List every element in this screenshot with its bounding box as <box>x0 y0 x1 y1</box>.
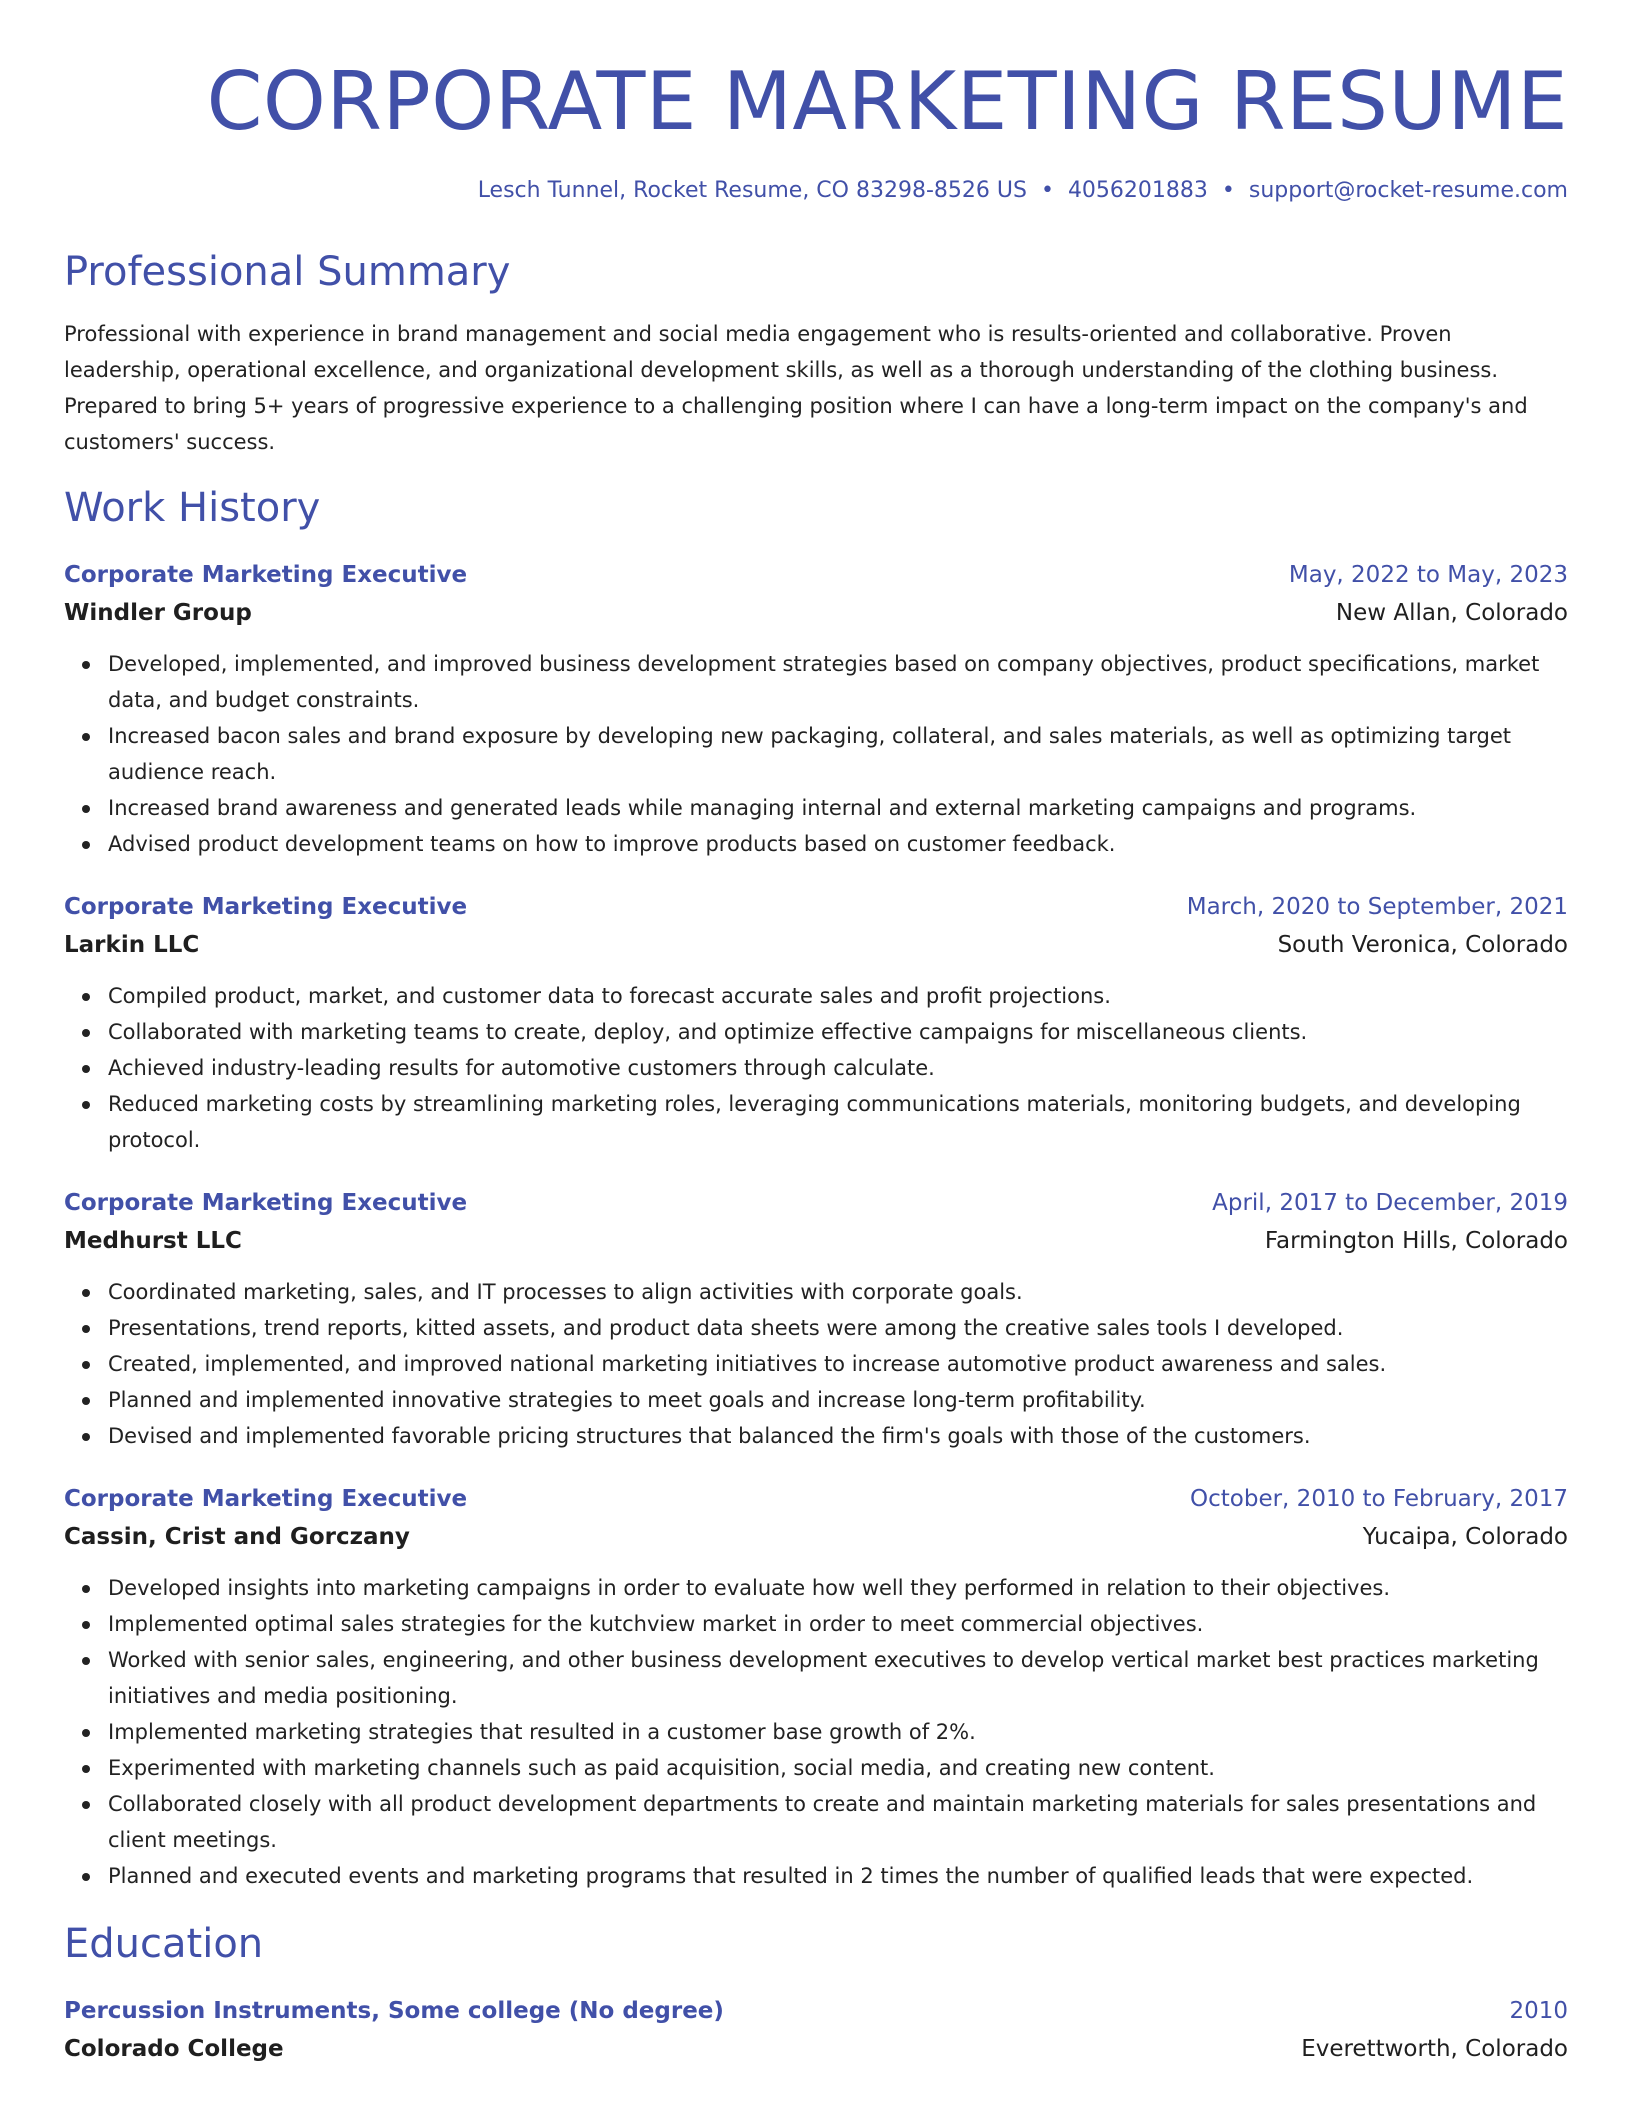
contact-separator: • <box>1040 178 1054 203</box>
job-bullets <box>64 1274 1568 1454</box>
job-header-row <box>64 556 1568 594</box>
job-entry <box>64 1480 1568 1894</box>
job-bullet: Devised and implemented favorable pricing structures that balanced the firm's goals with those of the customers. <box>108 1418 1568 1454</box>
contact-phone: 4056201883 <box>1067 178 1208 203</box>
job-bullet: Presentations, trend reports, kitted assets, and product data sheets were among the creative sales tools I developed. <box>108 1310 1568 1346</box>
job-company: Medhurst LLC <box>64 1228 242 1254</box>
job-location: South Veronica, Colorado <box>1277 932 1568 958</box>
job-bullet: Increased bacon sales and brand exposure by developing new packaging, collateral, and sales materials, as well as optimizing target audience reach. <box>108 718 1568 790</box>
summary-heading: Professional Summary <box>64 249 511 295</box>
job-company: Larkin LLC <box>64 932 200 958</box>
job-company-row <box>64 1222 1568 1260</box>
job-location: Farmington Hills, Colorado <box>1264 1228 1568 1254</box>
job-title: Corporate Marketing Executive <box>64 894 468 920</box>
job-bullet: Developed insights into marketing campaigns in order to evaluate how well they performed in relation to their objectives. <box>108 1570 1568 1606</box>
job-bullet: Increased brand awareness and generated leads while managing internal and external marketing campaigns and programs. <box>108 790 1568 826</box>
contact-line <box>64 176 1568 206</box>
job-location: Yucaipa, Colorado <box>1362 1524 1568 1550</box>
job-header-row <box>64 1184 1568 1222</box>
job-bullets <box>64 1570 1568 1894</box>
resume-title: CORPORATE MARKETING RESUME <box>206 55 1568 148</box>
job-bullet: Advised product development teams on how to improve products based on customer feedback. <box>108 826 1568 862</box>
job-bullet: Planned and executed events and marketing programs that resulted in 2 times the number of qualified leads that were expected. <box>108 1858 1568 1894</box>
job-header-row <box>64 1480 1568 1518</box>
job-bullet: Worked with senior sales, engineering, and other business development executives to develop vertical market best practices marketing initiatives and media positioning. <box>108 1642 1568 1714</box>
job-company-row <box>64 594 1568 632</box>
summary-text: Professional with experience in brand management and social media engagement who is results-oriented and collaborative. Proven leadership, operational excellence, and organizational development skills, as well as a thorough understanding of the clothing business. Prepared to bring 5+ years of progressive experience to a challenging position where I can have a long-term impact on the company's and customers' success. <box>64 322 1528 454</box>
education-entry <box>64 1992 1568 2068</box>
education-list <box>64 1992 1568 2068</box>
job-bullet: Reduced marketing costs by streamlining marketing roles, leveraging communications materials, monitoring budgets, and developing protocol. <box>108 1086 1568 1158</box>
job-entry <box>64 556 1568 862</box>
job-bullet: Planned and implemented innovative strategies to meet goals and increase long-term profitability. <box>108 1382 1568 1418</box>
job-company-row <box>64 1518 1568 1556</box>
job-company: Windler Group <box>64 600 252 626</box>
job-title: Corporate Marketing Executive <box>64 1190 468 1216</box>
work-history-heading: Work History <box>64 485 321 531</box>
job-dates: October, 2010 to February, 2017 <box>1190 1486 1568 1512</box>
job-bullet: Coordinated marketing, sales, and IT processes to align activities with corporate goals. <box>108 1274 1568 1310</box>
job-dates: May, 2022 to May, 2023 <box>1288 562 1568 588</box>
job-company-row <box>64 926 1568 964</box>
job-bullet: Experimented with marketing channels such as paid acquisition, social media, and creating new content. <box>108 1750 1568 1786</box>
job-entry <box>64 1184 1568 1454</box>
job-company: Cassin, Crist and Gorczany <box>64 1524 410 1550</box>
job-bullet: Achieved industry-leading results for automotive customers through calculate. <box>108 1050 1568 1086</box>
job-header-row <box>64 888 1568 926</box>
job-location: New Allan, Colorado <box>1335 600 1568 626</box>
job-title: Corporate Marketing Executive <box>64 562 468 588</box>
job-bullet: Created, implemented, and improved national marketing initiatives to increase automotive product awareness and sales. <box>108 1346 1568 1382</box>
job-bullet: Collaborated closely with all product development departments to create and maintain marketing materials for sales presentations and client meetings. <box>108 1786 1568 1858</box>
job-bullet: Implemented optimal sales strategies for the kutchview market in order to meet commercial objectives. <box>108 1606 1568 1642</box>
job-bullets <box>64 646 1568 862</box>
education-school-row <box>64 2030 1568 2068</box>
resume-page <box>64 0 1568 2068</box>
education-year: 2010 <box>1509 1998 1568 2024</box>
job-entry <box>64 888 1568 1158</box>
job-dates: March, 2020 to September, 2021 <box>1186 894 1568 920</box>
contact-address: Lesch Tunnel, Rocket Resume, CO 83298-8526 US <box>477 178 1027 203</box>
education-school: Colorado College <box>64 2036 284 2062</box>
education-heading: Education <box>64 1921 264 1967</box>
job-bullet: Collaborated with marketing teams to create, deploy, and optimize effective campaigns for miscellaneous clients. <box>108 1014 1568 1050</box>
education-title: Percussion Instruments, Some college (No degree) <box>64 1998 724 2024</box>
education-header-row <box>64 1992 1568 2030</box>
job-dates: April, 2017 to December, 2019 <box>1212 1190 1568 1216</box>
job-bullet: Implemented marketing strategies that resulted in a customer base growth of 2%. <box>108 1714 1568 1750</box>
job-bullet: Compiled product, market, and customer data to forecast accurate sales and profit projections. <box>108 978 1568 1014</box>
job-title: Corporate Marketing Executive <box>64 1486 468 1512</box>
work-history-list <box>64 556 1568 1894</box>
job-bullets <box>64 978 1568 1158</box>
education-location: Everettworth, Colorado <box>1301 2036 1568 2062</box>
job-bullet: Developed, implemented, and improved business development strategies based on company objectives, product specifications, market data, and budget constraints. <box>108 646 1568 718</box>
contact-email: support@rocket-resume.com <box>1248 178 1568 203</box>
contact-separator: • <box>1221 178 1235 203</box>
